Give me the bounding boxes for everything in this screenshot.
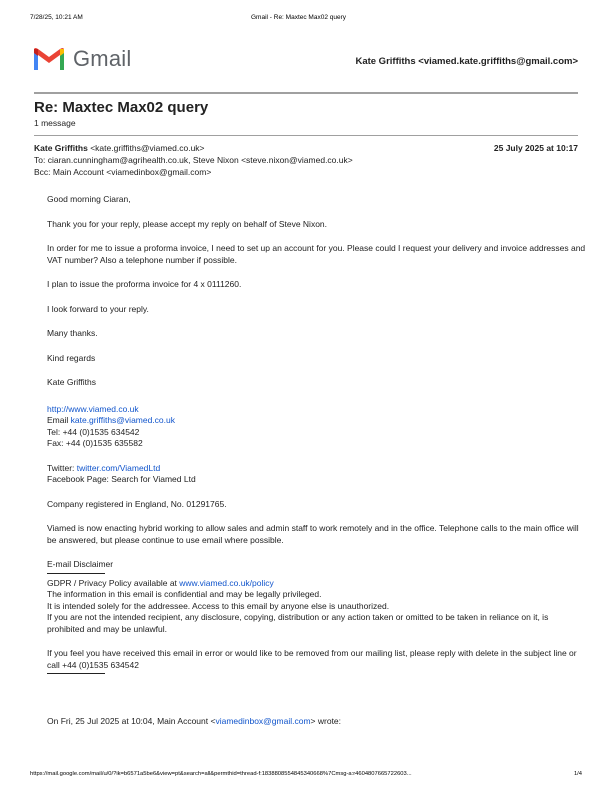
hybrid-notice: Viamed is now enacting hybrid working to allow sales and admin staff to work remotely and in the office. Telephone calls to the main office will be answered, but please continue to use email where possible. bbox=[47, 523, 579, 545]
disclaimer-line: It is intended solely for the addressee. Access to this email by anyone else is unauthorized. bbox=[47, 600, 390, 611]
disclaimer-line: The information in this email is confidential and may be legally privileged. bbox=[47, 589, 322, 599]
account-identity: Kate Griffiths <viamed.kate.griffiths@gmail.com> bbox=[355, 56, 578, 67]
message-to: To: ciaran.cunningham@agrihealth.co.uk, Steve Nixon <steve.nixon@viamed.co.uk> bbox=[34, 155, 353, 165]
sender-name: Kate Griffiths bbox=[34, 143, 88, 153]
quoted-header: On Fri, 25 Jul 2025 at 10:04, Main Account <viamedinbox@gmail.com> wrote: bbox=[47, 716, 342, 726]
print-datetime: 7/28/25, 10:21 AM bbox=[30, 14, 83, 21]
sender-email: <kate.griffiths@viamed.co.uk> bbox=[87, 143, 205, 153]
body-paragraph: Thank you for your reply, please accept my reply on behalf of Steve Nixon. bbox=[47, 218, 328, 229]
quoted-sender-email-link[interactable]: viamedinbox@gmail.com bbox=[215, 716, 311, 726]
email-label: Email bbox=[47, 415, 71, 425]
body-paragraph: I look forward to your reply. bbox=[47, 303, 149, 314]
gdpr-label: GDPR / Privacy Policy available at bbox=[47, 577, 180, 588]
website-link[interactable]: http://www.viamed.co.uk bbox=[47, 403, 139, 414]
disclaimer-line: If you are not the intended recipient, any disclosure, copying, distribution or any action taken or omitted to be taken in reliance on it, is prohibited and may be unlawful. bbox=[47, 612, 549, 634]
message-bcc: Bcc: Main Account <viamedinbox@gmail.com> bbox=[34, 167, 212, 177]
disclaimer-divider bbox=[47, 573, 105, 574]
thread-subject: Re: Maxtec Max02 query bbox=[34, 99, 209, 116]
signature bbox=[47, 404, 587, 675]
body-paragraph: I plan to issue the proforma invoice for 4 x 0111260. bbox=[47, 279, 242, 289]
header-divider bbox=[34, 92, 578, 94]
message-count: 1 message bbox=[34, 118, 76, 128]
disclaimer-line: If you feel you have received this email in error or would like to be removed from our mailing list, please reply with delete in the subject line or call +44 (0)1535 634542 bbox=[47, 648, 577, 670]
privacy-policy-link[interactable]: www.viamed.co.uk/policy bbox=[179, 577, 274, 588]
disclaimer-title: E-mail Disclaimer bbox=[47, 559, 114, 569]
signature-end-divider bbox=[47, 673, 105, 674]
print-title: Gmail - Re: Maxtec Max02 query bbox=[251, 14, 347, 21]
body-closing: Kind regards bbox=[47, 352, 96, 363]
gmail-wordmark: Gmail bbox=[73, 46, 132, 71]
gmail-logo bbox=[32, 46, 131, 72]
page-number: 1/4 bbox=[573, 771, 582, 777]
thread-divider bbox=[34, 135, 578, 136]
signature-tel: Tel: +44 (0)1535 634542 bbox=[47, 426, 140, 437]
message-date: 25 July 2025 at 10:17 bbox=[493, 143, 578, 153]
signature-facebook: Facebook Page: Search for Viamed Ltd bbox=[47, 474, 196, 484]
message-body bbox=[47, 194, 587, 728]
body-greeting: Good morning Ciaran, bbox=[47, 194, 131, 204]
body-paragraph: In order for me to issue a proforma invoice, I need to set up an account for you. Please could I request your delivery and invoice addresses and VAT number? Also a telephone number if possible. bbox=[47, 243, 586, 265]
signature-fax: Fax: +44 (0)1535 635582 bbox=[47, 438, 143, 448]
body-paragraph: Many thanks. bbox=[47, 328, 98, 338]
message-header bbox=[34, 142, 578, 178]
twitter-link[interactable]: twitter.com/ViamedLtd bbox=[76, 462, 161, 473]
signature-email-link[interactable]: kate.griffiths@viamed.co.uk bbox=[70, 415, 176, 425]
page-url: https://mail.google.com/mail/u/0/?ik=b6571a5be6&view=pt&search=all&permthid=thread-f:1838808554845340668%7Cmsg-a:r4604807665722603... bbox=[30, 771, 412, 777]
twitter-label: Twitter: bbox=[47, 462, 77, 473]
gmail-logo-icon bbox=[32, 46, 66, 72]
body-signoff-name: Kate Griffiths bbox=[47, 377, 96, 387]
company-registration: Company registered in England, No. 01291765. bbox=[47, 498, 227, 509]
